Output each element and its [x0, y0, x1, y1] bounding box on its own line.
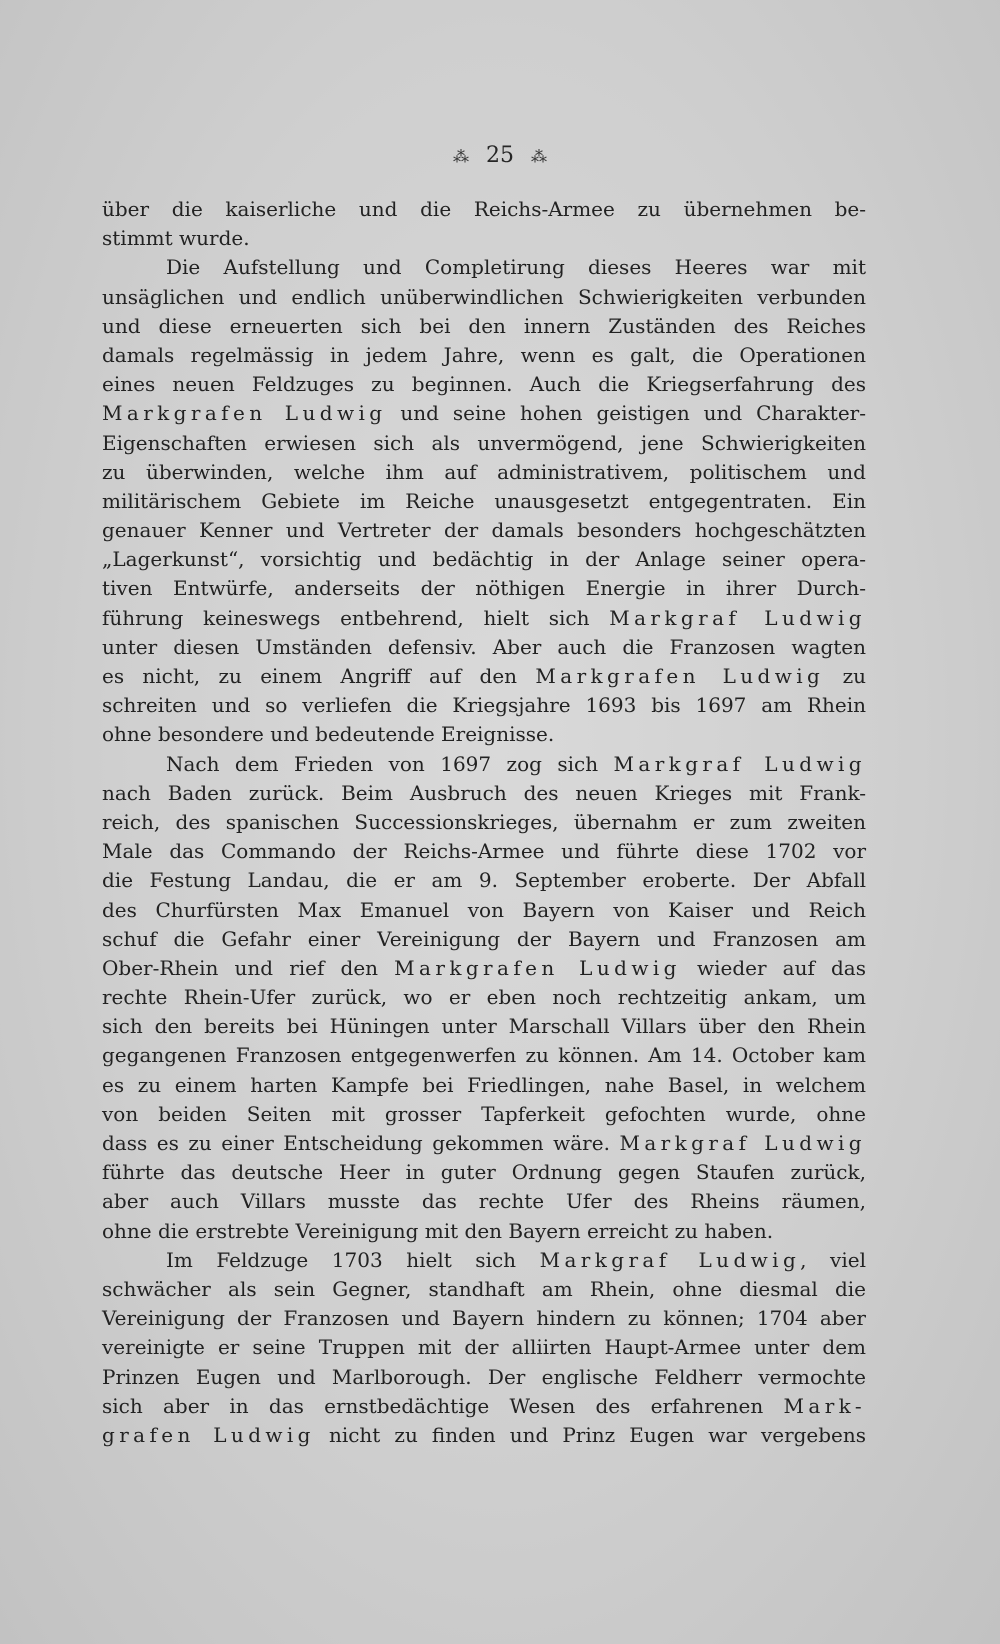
text-line — [102, 1363, 866, 1392]
page-number: 25 — [486, 143, 514, 168]
text-line — [102, 195, 866, 224]
emphasized-name: grafen Ludwig — [102, 1422, 315, 1447]
text-line-content: aber auch Villars musste das rechte Ufer des Rheins räumen, — [102, 1189, 866, 1214]
text-line-content: vereinigte er seine Truppen mit der alliirten Haupt-Armee unter dem — [102, 1335, 866, 1360]
page-header — [0, 143, 1000, 168]
text-line — [102, 224, 866, 253]
text-line-content: Ober-Rhein und rief den — [102, 955, 395, 980]
text-line-content: rechte Rhein-Ufer zurück, wo er eben noch rechtzeitig ankam, um — [102, 985, 866, 1010]
text-line-content: es zu einem harten Kampfe bei Friedlingen, nahe Basel, in welchem — [102, 1072, 866, 1097]
text-line — [102, 341, 866, 370]
text-line-content: damals regelmässig in jedem Jahre, wenn es galt, die Operationen — [102, 342, 866, 367]
text-line-content: wieder auf das — [680, 955, 866, 980]
text-line — [102, 370, 866, 399]
text-line-content: führung keineswegs entbehrend, hielt sich — [102, 605, 610, 630]
text-line-content: sich den bereits bei Hüningen unter Marschall Villars über den Rhein — [102, 1014, 866, 1039]
text-line-content: zu — [824, 664, 866, 688]
text-line-content: Vereinigung der Franzosen und Bayern hindern zu können; 1704 aber — [102, 1306, 866, 1331]
emphasized-name: Markgraf Ludwig — [539, 1247, 801, 1272]
text-line — [102, 1304, 866, 1333]
text-line-content: tiven Entwürfe, anderseits der nöthigen Energie in ihrer Durch- — [102, 576, 866, 601]
text-line-content: führte das deutsche Heer in guter Ordnung gegen Staufen zurück, — [102, 1160, 866, 1185]
emphasized-name: Markgraf Ludwig — [619, 1131, 866, 1155]
text-line — [102, 545, 866, 574]
body-text — [102, 195, 866, 1450]
text-line — [102, 253, 866, 282]
text-line-content: von beiden Seiten mit grosser Tapferkeit gefochten wurde, ohne — [102, 1101, 866, 1126]
text-line-content: stimmt wurde. — [102, 226, 250, 251]
text-line-content: die Festung Landau, die er am 9. September eroberte. Der Abfall — [102, 868, 866, 893]
text-line-content: Eigenschaften erwiesen sich als unvermögend, jene Schwierigkeiten — [102, 430, 866, 455]
text-line-content: Nach dem Frieden von 1697 zog sich — [166, 751, 614, 776]
text-line-content: gegangenen Franzosen entgegenwerfen zu können. Am 14. October kam — [102, 1043, 866, 1068]
text-line-content: unsäglichen und endlich unüberwindlichen Schwierigkeiten verbunden — [102, 284, 866, 309]
text-line-content: zu überwinden, welche ihm auf administrativem, politischem und — [102, 459, 866, 484]
emphasized-name: Mark- — [783, 1393, 866, 1418]
text-line — [102, 1187, 866, 1216]
text-line — [102, 866, 866, 895]
text-line — [102, 633, 866, 662]
text-line-content: schreiten und so verliefen die Kriegsjahre 1693 bis 1697 am Rhein — [102, 693, 866, 718]
text-line — [102, 779, 866, 808]
text-line — [102, 487, 866, 516]
text-line — [102, 399, 866, 428]
emphasized-name: Markgrafen Ludwig — [535, 664, 825, 688]
text-line-content: schwächer als sein Gegner, standhaft am Rhein, ohne diesmal die — [102, 1276, 866, 1301]
text-line-content: unter diesen Umständen defensiv. Aber auch die Franzosen wagten — [102, 634, 866, 659]
left-ornament-icon: ⁂ — [453, 147, 469, 166]
text-line — [102, 954, 866, 983]
text-line-content: es nicht, zu einem Angriff auf den — [102, 664, 536, 688]
text-line — [102, 837, 866, 866]
text-line-content: „Lagerkunst“, vorsichtig und bedächtig in der Anlage seiner opera- — [102, 547, 866, 572]
text-line-content: und seine hohen geistigen und Charakter- — [386, 401, 866, 426]
text-line — [102, 1333, 866, 1362]
emphasized-name: Markgrafen Ludwig — [394, 955, 681, 980]
text-line-content: Prinzen Eugen und Marlborough. Der englische Feldherr vermochte — [102, 1364, 866, 1389]
text-line — [102, 896, 866, 925]
text-line — [102, 516, 866, 545]
right-ornament-icon: ⁂ — [531, 147, 547, 166]
text-line — [102, 1392, 866, 1421]
emphasized-name: Markgraf Ludwig — [609, 605, 866, 630]
text-line — [102, 662, 866, 691]
text-line — [102, 1100, 866, 1129]
text-line — [102, 1421, 866, 1450]
text-line-content: über die kaiserliche und die Reichs-Armee zu übernehmen be- — [102, 197, 866, 221]
text-line-content: nicht zu finden und Prinz Eugen war vergebens — [314, 1422, 866, 1447]
emphasized-name: Markgraf Ludwig — [613, 751, 866, 776]
text-line — [102, 604, 866, 633]
text-line — [102, 283, 866, 312]
text-line — [102, 1129, 866, 1158]
text-line-content: Die Aufstellung und Completirung dieses Heeres war mit — [166, 255, 866, 280]
text-line — [102, 574, 866, 603]
text-line — [102, 925, 866, 954]
text-line-content: militärischem Gebiete im Reiche unausgesetzt entgegentraten. Ein — [102, 488, 866, 513]
emphasized-name: Markgrafen Ludwig — [102, 401, 387, 426]
text-line-content: nach Baden zurück. Beim Ausbruch des neuen Krieges mit Frank- — [102, 780, 866, 805]
text-line — [102, 750, 866, 779]
text-line — [102, 1217, 866, 1246]
text-line — [102, 1246, 866, 1275]
text-line-content: ohne besondere und bedeutende Ereignisse. — [102, 722, 555, 747]
text-line — [102, 691, 866, 720]
text-line — [102, 1071, 866, 1100]
text-line-content: sich aber in das ernstbedächtige Wesen des erfahrenen — [102, 1393, 784, 1418]
text-line — [102, 312, 866, 341]
text-line-content: eines neuen Feldzuges zu beginnen. Auch die Kriegserfahrung des — [102, 372, 866, 397]
text-line-content: Male das Commando der Reichs-Armee und führte diese 1702 vor — [102, 839, 866, 864]
text-line — [102, 1275, 866, 1304]
text-line — [102, 1012, 866, 1041]
text-line — [102, 1158, 866, 1187]
text-line-content: Im Feldzuge 1703 hielt sich — [166, 1247, 540, 1272]
text-line — [102, 720, 866, 749]
text-line — [102, 808, 866, 837]
text-line-content: dass es zu einer Entscheidung gekommen wäre. — [102, 1131, 620, 1155]
text-line-content: genauer Kenner und Vertreter der damals besonders hochgeschätzten — [102, 518, 866, 543]
text-line-content: schuf die Gefahr einer Vereinigung der Bayern und Franzosen am — [102, 926, 866, 951]
text-line-content: und diese erneuerten sich bei den innern Zuständen des Reiches — [102, 313, 866, 338]
text-line-content: ohne die erstrebte Vereinigung mit den Bayern erreicht zu haben. — [102, 1218, 774, 1243]
text-line-content: des Churfürsten Max Emanuel von Bayern von Kaiser und Reich — [102, 897, 866, 922]
text-line — [102, 429, 866, 458]
text-line-content: reich, des spanischen Successionskrieges, übernahm er zum zweiten — [102, 809, 866, 834]
text-line-content: , viel — [800, 1247, 866, 1272]
text-line — [102, 1041, 866, 1070]
text-line — [102, 458, 866, 487]
text-line — [102, 983, 866, 1012]
